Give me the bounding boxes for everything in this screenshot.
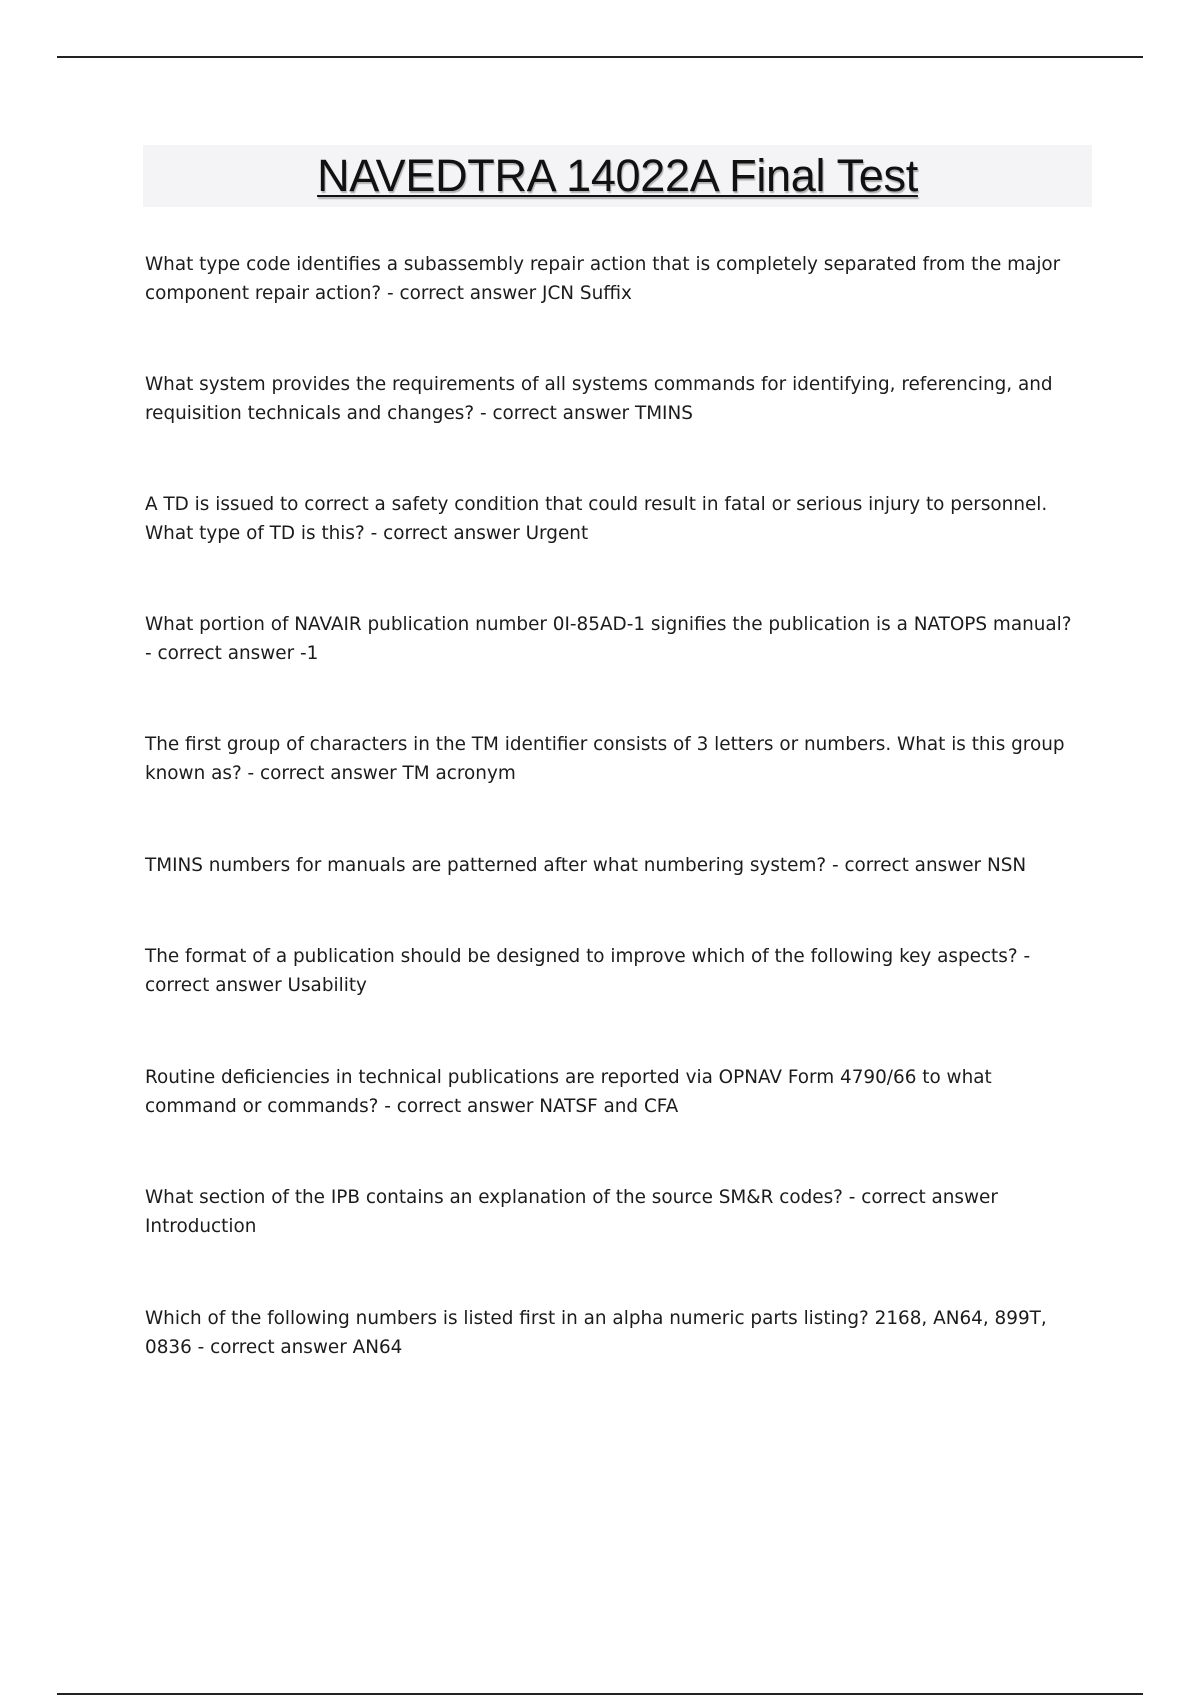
question-2: What system provides the requirements of all systems commands for identifying, referencing, and requisition technicals and changes? - correct answer TMINS xyxy=(145,374,1053,424)
question-9: What section of the IPB contains an explanation of the source SM&R codes? - correct answer Introduction xyxy=(145,1187,998,1237)
question-6: TMINS numbers for manuals are patterned after what numbering system? - correct answer NSN xyxy=(145,855,1027,876)
question-8: Routine deficiencies in technical publications are reported via OPNAV Form 4790/66 to what command or commands? - correct answer NATSF and CFA xyxy=(145,1067,992,1117)
question-7: The format of a publication should be designed to improve which of the following key aspects? - correct answer Usability xyxy=(145,946,1031,996)
question-4: What portion of NAVAIR publication number 0I-85AD-1 signifies the publication is a NATOPS manual? - correct answer -1 xyxy=(145,614,1072,664)
question-1: What type code identifies a subassembly repair action that is completely separated from the major component repair action? - correct answer JCN Suffix xyxy=(145,254,1061,304)
top-divider xyxy=(57,56,1143,58)
bottom-divider xyxy=(57,1693,1143,1695)
question-5: The first group of characters in the TM identifier consists of 3 letters or numbers. What is this group known as? - correct answer TM acronym xyxy=(145,734,1065,784)
question-10: Which of the following numbers is listed first in an alpha numeric parts listing? 2168, AN64, 899T, 0836 - correct answer AN64 xyxy=(145,1308,1047,1358)
title-banner xyxy=(143,145,1092,207)
question-3: A TD is issued to correct a safety condition that could result in fatal or serious injury to personnel. What type of TD is this? - correct answer Urgent xyxy=(145,494,1048,544)
page-title: NAVEDTRA 14022A Final Test xyxy=(317,150,918,201)
